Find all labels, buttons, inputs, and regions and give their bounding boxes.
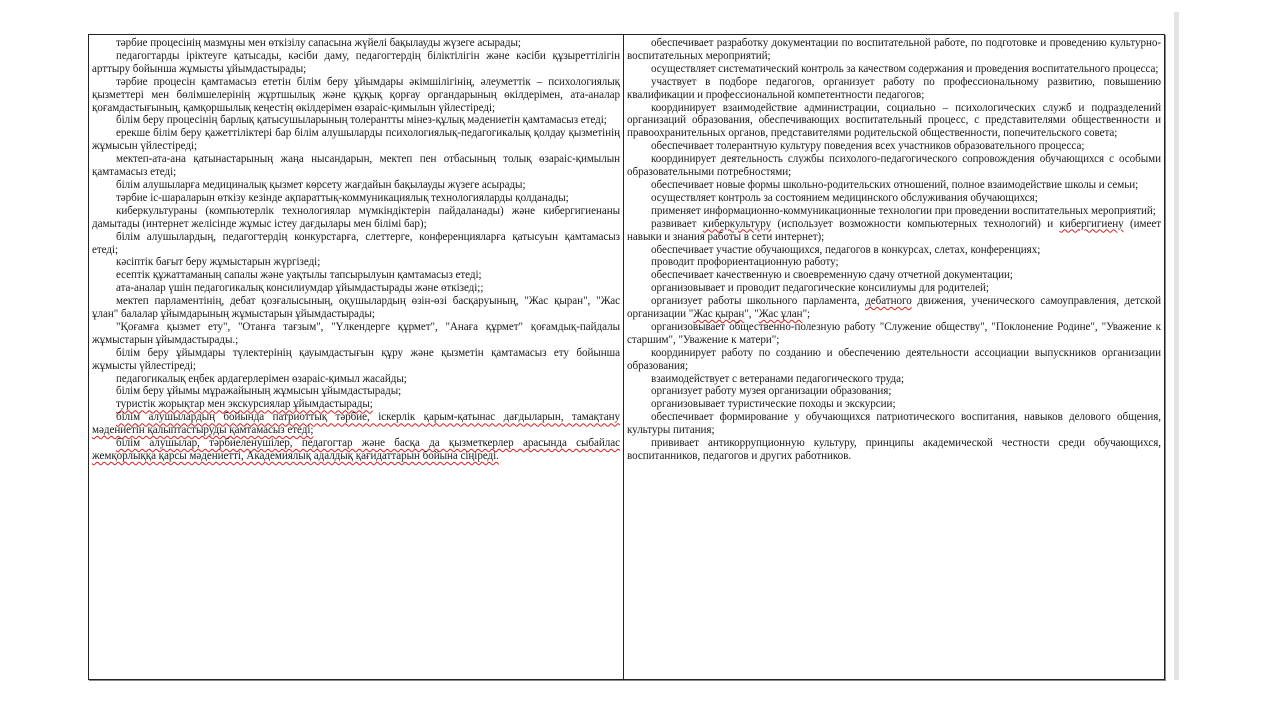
paragraph-text: обеспечивает формирование у обучающихся патриотического воспитания, навыков делового общения, культуры питания; (627, 411, 1161, 437)
duty-paragraph (92, 282, 620, 295)
table-row (89, 35, 1165, 680)
paragraph-text: есептік құжаттаманың сапалы және уақтылы тапсырылуын қамтамасыз етеді; (116, 269, 482, 282)
paragraph-text: организовывает и проводит педагогические консилиумы для родителей; (651, 282, 989, 295)
paragraph-text: білім беру ұйымы мұражайының жұмысын ұйымдастырады; (116, 385, 402, 398)
duty-paragraph (92, 269, 620, 282)
misspelled-word[interactable]: кибергигиену (1059, 217, 1124, 230)
kazakh-column[interactable] (89, 35, 624, 680)
duty-paragraph (627, 153, 1161, 179)
duty-paragraph (92, 179, 620, 192)
duty-paragraph (92, 37, 620, 50)
duty-paragraph (627, 347, 1161, 373)
duty-paragraph (627, 205, 1161, 218)
duty-paragraph (627, 102, 1161, 141)
paragraph-text: мектеп парламентінің, дебат қозғалысының, оқушылардың өзін-өзі басқаруының, "Жас қыран", "Жас ұлан" балалар ұйымдарының жұмыстарын ұйымдастырады; (92, 295, 620, 321)
duty-paragraph (627, 179, 1161, 192)
duty-paragraph (627, 218, 1161, 244)
duty-paragraph (92, 231, 620, 257)
paragraph-text: білім беру ұйымдары түлектерінің қауымдастығын құру және қызметін қамтамасыз ету бойынша жұмысты үйлестіреді; (92, 346, 620, 372)
paragraph-text: организовывает туристические походы и экскурсии; (651, 398, 896, 411)
misspelled-word[interactable]: дебатного (865, 295, 912, 308)
paragraph-text: прививает антикоррупционную культуру, принципы академической честности среди обучающихся, воспитанников, педагогов и других работников. (627, 437, 1161, 462)
paragraph-text: тәрбие процесінің мазмұны мен өткізілу сапасына жүйелі бақылауды жүзеге асырады; (116, 37, 521, 49)
duty-paragraph (92, 192, 620, 205)
duty-paragraph (627, 269, 1161, 282)
paragraph-text: тәрбие процесін қамтамасыз ететін білім беру ұйымдары әкімшілігінің, әлеуметтік – психологиялық қызметтері мен бөлімшелерінің жұртшылық және құқық қорғау органдарының өкілдерімен, ата-аналар қоғамдастығының, қамқоршылық кеңестің өкілдерімен өзараіс-қимылын үйлестіреді; (92, 75, 620, 114)
duty-paragraph (627, 437, 1161, 463)
duty-paragraph (92, 437, 620, 463)
duty-paragraph (92, 205, 620, 231)
misspelled-word[interactable]: киберкультуру (702, 217, 772, 230)
paragraph-text: білім алушыларға медициналық қызмет көрсету жағдайын бақылауды жүзеге асырады; (116, 178, 526, 191)
paragraph-text: взаимодействует с ветеранами педагогического труда; (651, 372, 905, 385)
duty-paragraph (627, 385, 1161, 398)
duty-paragraph (627, 321, 1161, 347)
text-segment: движения, ученического самоуправления, детской организации " (627, 295, 1161, 321)
paragraph-text: координирует деятельность службы психолого-педагогического сопровождения обучающихся с особыми образовательными потребностями; (627, 153, 1161, 179)
misspelled-word[interactable]: Жас қыран (693, 308, 745, 321)
duty-paragraph (627, 398, 1161, 411)
duty-paragraph (627, 37, 1161, 63)
paragraph-text: организует работу музея организации образования; (651, 385, 892, 398)
text-segment: (имеет навыки и знания работы в сети интернет); (627, 217, 1162, 243)
paragraph-text: обеспечивает участие обучающихся, педагогов в конкурсах, слетах, конференциях; (651, 243, 1041, 256)
duty-paragraph (92, 295, 620, 321)
duty-paragraph (92, 411, 620, 437)
paragraph-text: организовывает общественно-полезную работу "Служение обществу", "Поклонение Родине", "Уважение к старшим", "Уважение к матери"; (627, 320, 1161, 346)
paragraph-text: обеспечивает качественную и своевременную сдачу отчетной документации; (651, 269, 1013, 282)
duty-paragraph (627, 76, 1161, 102)
duty-paragraph (92, 321, 620, 347)
duty-paragraph (627, 140, 1161, 153)
duty-paragraph (92, 76, 620, 115)
paragraph-text: осуществляет контроль за состоянием медицинского обслуживания обучающихся; (651, 191, 1038, 204)
vertical-scrollbar[interactable] (1174, 12, 1179, 680)
misspelled-text: білім алушылар, тәрбиеленушілер, педагогтар және басқа да қызметкерлер арасында сыбайлас жемқорлыққа қарсы мәдениетті, Академиялық адалдық қағидаттарын бойына сіңіреді. (92, 437, 620, 462)
two-column-duties-table (88, 34, 1165, 680)
duty-paragraph (627, 192, 1161, 205)
paragraph-text: координирует работу по созданию и обеспечению деятельности ассоциации выпускников организации образования; (627, 346, 1161, 372)
paragraph-text: "Қоғамға қызмет ету", "Отанға тағзым", "Үлкендерге құрмет", "Анаға құрмет" қоғамдық-пайдалы жұмыстарын ұйымдастырады.; (92, 320, 620, 346)
paragraph-text: ата-аналар үшін педагогикалық консилиумдар ұйымдастырады және өткізеді;; (116, 282, 484, 295)
duty-paragraph (92, 373, 620, 386)
misspelled-text: білім алушылардың бойында патриоттық тәрбие, іскерлік қарым-қатынас дағдыларын, тамақтану мәдениетін қалыптастыруды қамтамасыз етеді; (92, 411, 620, 437)
paragraph-text: применяет информационно-коммуникационные технологии при проведении воспитательных мероприятий; (651, 204, 1156, 217)
text-segment: "; (802, 308, 811, 321)
paragraph-text: мектеп-ата-ана қатынастарының жаңа нысандарын, мектеп пен отбасының толық өзараіс-қимылын қамтамасыз етеді; (92, 153, 620, 179)
duty-paragraph (92, 127, 620, 153)
paragraph-text: киберкультураны (компьютерлік технологиялар мүмкіндіктерін пайдаланады) және кибергигиенаны дамытады (интернет желісінде жұмыс істеу дағдылары мен білімі бар); (92, 204, 620, 230)
duty-paragraph (627, 256, 1161, 269)
duty-paragraph (627, 282, 1161, 295)
duty-paragraph (92, 153, 620, 179)
paragraph-text: тәрбие іс-шараларын өткізу кезінде ақпараттық-коммуникациялық технологияларды қолданады; (116, 191, 569, 204)
misspelled-word[interactable]: Жас ұлан (758, 308, 803, 321)
text-segment: (использует возможности компьютерных технологий) и (771, 217, 1060, 230)
paragraph-text: обеспечивает толерантную культуру поведения всех участников образовательного процесса; (651, 140, 1085, 153)
paragraph-text: білім беру процесінің барлық қатысушыларының толерантты мінез-құлық мәдениетін қамтамасыз етеді; (116, 114, 607, 127)
duty-paragraph (627, 244, 1161, 257)
duty-paragraph (627, 63, 1161, 76)
misspelled-text: туристік жорықтар мен экскурсиялар ұйымдастырады; (116, 398, 373, 411)
paragraph-text: білім алушылардың, педагогтердің конкурстарға, слеттерге, конференцияларға қатысуын қамтамасыз етеді; (92, 230, 620, 256)
duty-paragraph (627, 295, 1161, 321)
text-segment: ", " (744, 308, 759, 321)
text-segment: организует работы школьного парламента, (651, 295, 866, 308)
duty-paragraph (92, 256, 620, 269)
paragraph-text: обеспечивает новые формы школьно-родительских отношений, полное взаимодействие школы и семьи; (651, 178, 1139, 191)
paragraph-text: ерекше білім беру қажеттіліктері бар білім алушыларды психологиялық-педагогикалық қолдау қызметінің жұмысын үйлестіреді; (92, 127, 620, 153)
paragraph-text: кәсіптік бағыт беру жұмыстарын жүргізеді; (116, 256, 321, 269)
duty-paragraph (92, 114, 620, 127)
duty-paragraph (92, 385, 620, 398)
russian-column[interactable] (624, 35, 1165, 680)
paragraph-text: координирует взаимодействие администрации, социально – психологических служб и подразделений организаций образования, обеспечивающих воспитательный процесс, с представителями общественности и правоохранительных органов, представителями родительской общественности, попечительского совета; (627, 101, 1161, 140)
duty-paragraph (627, 411, 1161, 437)
paragraph-text: обеспечивает разработку документации по воспитательной работе, по подготовке и проведению культурно-воспитательных мероприятий; (627, 37, 1161, 62)
paragraph-text: участвует в подборе педагогов, организует работу по профессиональному развитию, повышению квалификации и профессиональной компетентности педагогов; (627, 75, 1161, 101)
duty-paragraph (92, 398, 620, 411)
paragraph-text: проводит профориентационную работу; (651, 256, 839, 269)
text-segment: развивает (651, 217, 703, 230)
duty-paragraph (92, 347, 620, 373)
duty-paragraph (627, 373, 1161, 386)
paragraph-text: осуществляет систематический контроль за качеством содержания и проведения воспитательного процесса; (651, 62, 1159, 75)
paragraph-text: педагогтарды іріктеуге қатысады, кәсіби даму, педагогтердің біліктілігін және кәсіби құзыреттілігін арттыру бойынша жұмысты ұйымдастырады; (92, 49, 620, 75)
duty-paragraph (92, 50, 620, 76)
paragraph-text: педагогикалық еңбек ардагерлерімен өзараіс-қимыл жасайды; (116, 372, 407, 385)
